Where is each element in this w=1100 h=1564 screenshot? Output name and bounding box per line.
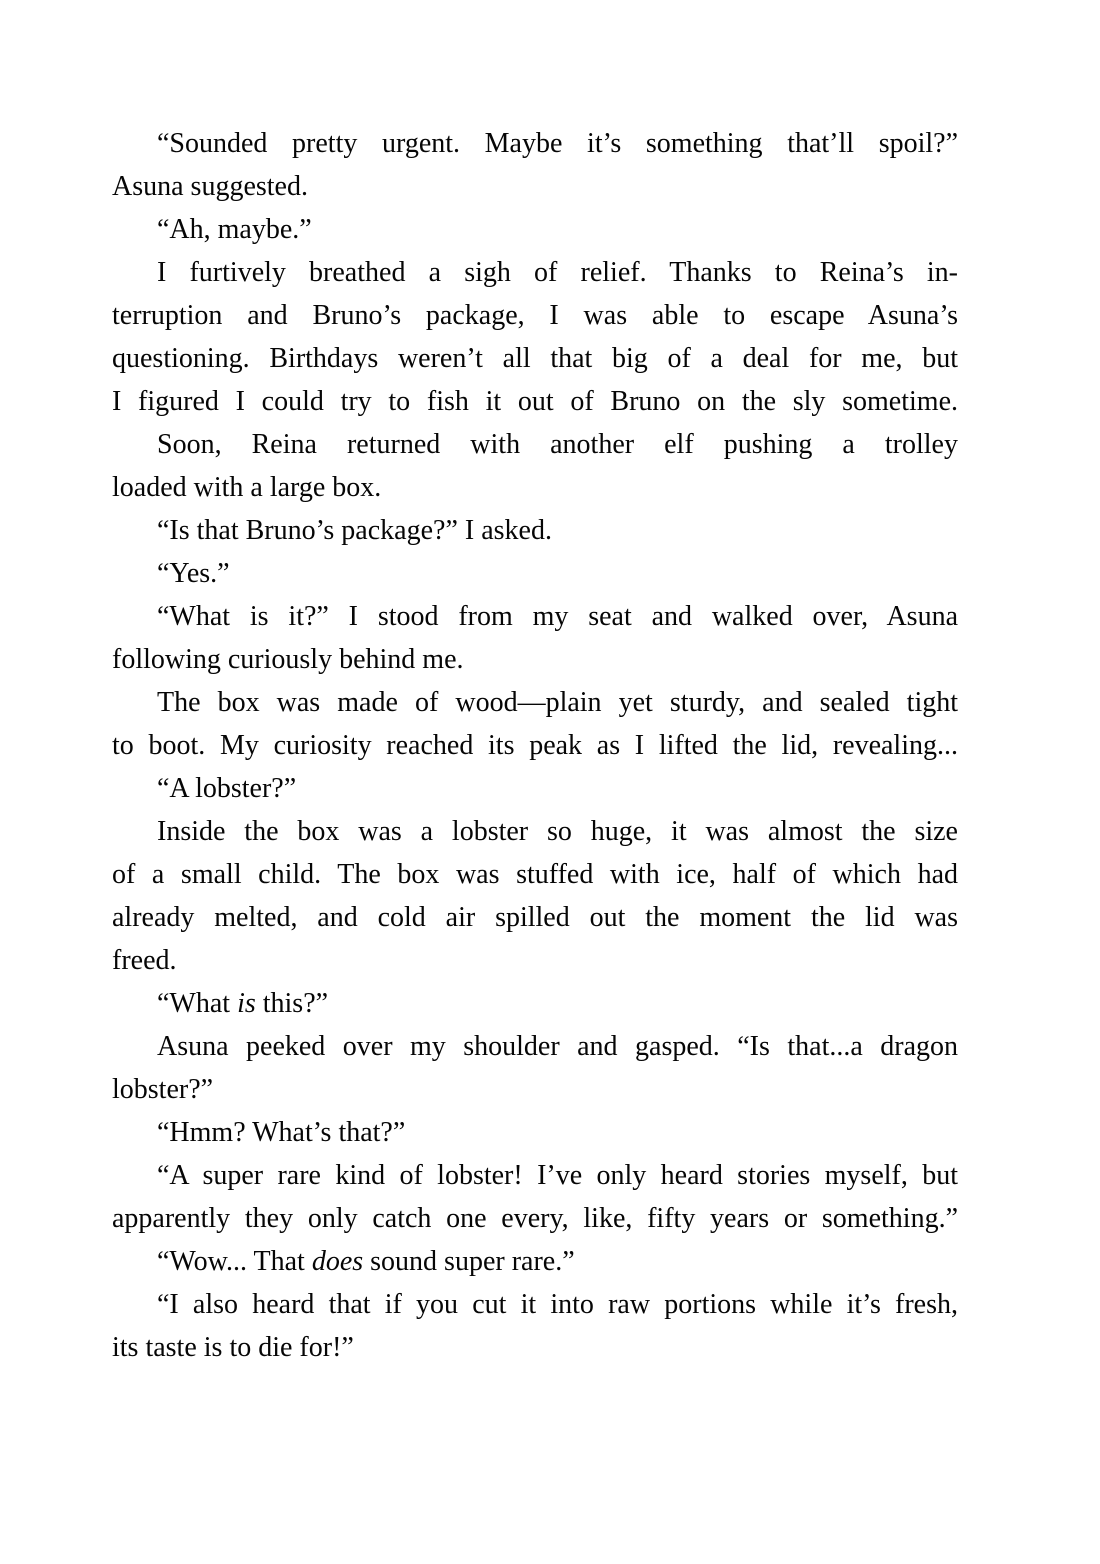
paragraph [112, 208, 958, 251]
text-segment: lobster?” [112, 1074, 214, 1105]
text-line [112, 1240, 958, 1283]
italic-text-segment: is [237, 988, 256, 1019]
paragraph [112, 1111, 958, 1154]
paragraph [112, 681, 958, 767]
paragraph [112, 509, 958, 552]
text-line [112, 466, 958, 509]
text-segment: “What is it?” I stood from my seat and walked over, Asuna [157, 601, 958, 632]
text-line [112, 423, 958, 466]
text-line [112, 1025, 958, 1068]
text-segment: The box was made of wood—plain yet sturdy, and sealed tight [157, 687, 958, 718]
text-line [112, 509, 958, 552]
paragraph [112, 810, 958, 982]
text-line [112, 1154, 958, 1197]
text-segment: loaded with a large box. [112, 472, 382, 503]
text-line [112, 337, 958, 380]
text-segment: questioning. Birthdays weren’t all that big of a deal for me, but [112, 343, 958, 374]
paragraph [112, 1154, 958, 1240]
text-segment: Soon, Reina returned with another elf pushing a trolley [157, 429, 958, 460]
text-line [112, 767, 958, 810]
text-segment: “I also heard that if you cut it into raw portions while it’s fresh, [157, 1289, 958, 1320]
paragraph [112, 982, 958, 1025]
text-segment: this?” [255, 988, 329, 1019]
text-line [112, 1326, 958, 1369]
text-segment: “What [157, 988, 238, 1019]
text-line [112, 1068, 958, 1111]
text-segment: “Yes.” [157, 558, 230, 589]
text-segment: Asuna peeked over my shoulder and gasped. “Is that...a dragon [157, 1031, 958, 1062]
text-line [112, 896, 958, 939]
text-line [112, 380, 958, 423]
text-segment: apparently they only catch one every, like, fifty years or something.” [112, 1203, 958, 1234]
text-segment: “Hmm? What’s that?” [157, 1117, 406, 1148]
text-line [112, 165, 958, 208]
text-line [112, 1111, 958, 1154]
text-line [112, 1283, 958, 1326]
text-line [112, 251, 958, 294]
text-line [112, 982, 958, 1025]
text-segment: to boot. My curiosity reached its peak as I lifted the lid, revealing... [112, 730, 958, 761]
text-line [112, 853, 958, 896]
text-line [112, 552, 958, 595]
text-line [112, 939, 958, 982]
book-page-text [112, 122, 958, 1369]
paragraph [112, 1025, 958, 1111]
text-line [112, 122, 958, 165]
paragraph [112, 1240, 958, 1283]
text-segment: “Wow... That [157, 1246, 312, 1277]
paragraph [112, 767, 958, 810]
text-segment: “Sounded pretty urgent. Maybe it’s something that’ll spoil?” [157, 128, 958, 159]
text-line [112, 595, 958, 638]
text-line [112, 810, 958, 853]
text-segment: already melted, and cold air spilled out the moment the lid was [112, 902, 958, 933]
text-segment: “Is that Bruno’s package?” I asked. [157, 515, 552, 546]
paragraph [112, 1283, 958, 1369]
italic-text-segment: does [311, 1246, 364, 1277]
paragraph [112, 251, 958, 423]
text-segment: freed. [112, 945, 177, 976]
paragraph [112, 423, 958, 509]
text-segment: sound super rare.” [363, 1246, 575, 1277]
text-segment: its taste is to die for!” [112, 1332, 354, 1363]
text-segment: following curiously behind me. [112, 644, 464, 675]
paragraph [112, 552, 958, 595]
text-segment: Asuna suggested. [112, 171, 308, 202]
text-segment: terruption and Bruno’s package, I was able to escape Asuna’s [112, 300, 958, 331]
text-segment: “Ah, maybe.” [157, 214, 312, 245]
text-line [112, 681, 958, 724]
text-line [112, 294, 958, 337]
text-segment: “A super rare kind of lobster! I’ve only heard stories myself, but [157, 1160, 958, 1191]
text-segment: Inside the box was a lobster so huge, it was almost the size [157, 816, 958, 847]
text-line [112, 208, 958, 251]
text-line [112, 724, 958, 767]
text-line [112, 1197, 958, 1240]
text-segment: of a small child. The box was stuffed with ice, half of which had [112, 859, 958, 890]
text-segment: I furtively breathed a sigh of relief. Thanks to Reina’s in- [157, 257, 958, 288]
text-segment: “A lobster?” [157, 773, 297, 804]
paragraph [112, 595, 958, 681]
text-line [112, 638, 958, 681]
paragraph [112, 122, 958, 208]
text-segment: I figured I could try to fish it out of Bruno on the sly sometime. [112, 386, 958, 417]
